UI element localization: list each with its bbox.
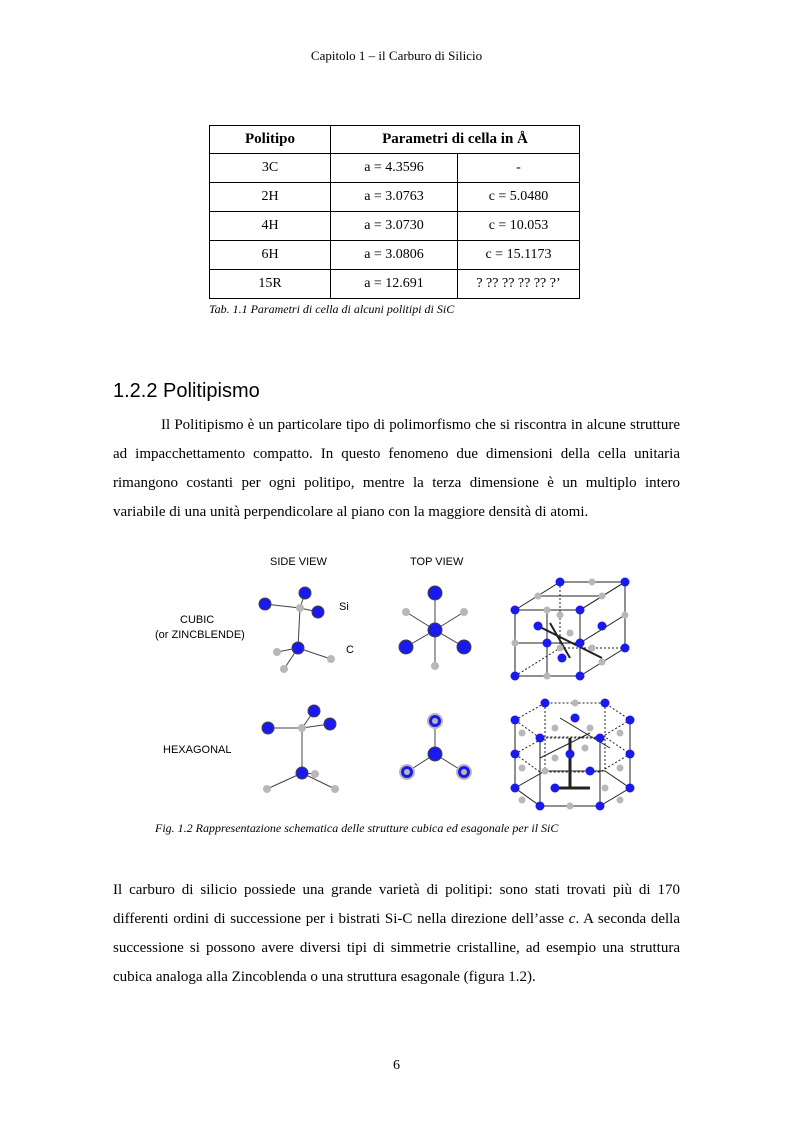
table-cell: c = 5.0480 [458, 183, 580, 212]
hexagonal-top-view [400, 714, 471, 779]
section-title: 1.2.2 Politipismo [113, 380, 260, 402]
table-cell: ? ?? ?? ?? ?? ?’ [458, 270, 580, 299]
table-row [210, 154, 580, 183]
table-cell: 2H [210, 183, 331, 212]
si-label: Si [339, 601, 349, 613]
paragraph-text [113, 876, 680, 992]
page-number: 6 [393, 1058, 400, 1073]
paragraph-text-part: Il carburo di silicio possiede una grande varietà di politipi: sono stati trovati più di 170 differenti ordini di successione per i bistrati Si-C nella direzione dell’asse [113, 882, 680, 927]
table-row [210, 270, 580, 299]
table-cell: 3C [210, 154, 331, 183]
table-cell: c = 10.053 [458, 212, 580, 241]
c-label: C [346, 644, 354, 656]
table-cell: a = 12.691 [331, 270, 458, 299]
cubic-label: CUBIC [180, 614, 215, 626]
table-caption: Tab. 1.1 Parametri di cella di alcuni politipi di SiC [209, 302, 455, 316]
hexagonal-label: HEXAGONAL [163, 744, 232, 756]
side-view-label: SIDE VIEW [270, 556, 327, 568]
hexagonal-side-view [262, 705, 339, 793]
table-row [210, 212, 580, 241]
table-header-parametri: Parametri di cella in Å [331, 126, 580, 154]
zincblende-label: (or ZINCBLENDE) [155, 629, 245, 641]
figure-caption: Fig. 1.2 Rappresentazione schematica delle strutture cubica ed esagonale per il SiC [155, 821, 559, 835]
table-cell: 6H [210, 241, 331, 270]
table-header-politipo: Politipo [210, 126, 331, 154]
table-row [210, 183, 580, 212]
table-cell: - [458, 154, 580, 183]
paragraph-text: Il Politipismo è un particolare tipo di polimorfismo che si riscontra in alcune strutture ad impacchettamento compatto. In questo fenomeno due dimensioni della cella unitaria rimangono costanti per ogni politipo, mentre la terza dimensione è un multiplo intero variabile di una unità perpendicolare al piano con la maggiore densità di atomi. [113, 417, 680, 520]
paragraph-politipismo [113, 411, 680, 527]
paragraph-text-part: . A seconda della successione si possono avere diversi tipi di simmetrie cristalline, ad esempio una struttura cubica analoga alla Zincoblenda o una struttura esagonale (figura 1.2). [113, 911, 681, 985]
table-cell: 4H [210, 212, 331, 241]
cubic-lattice-icon [511, 578, 630, 681]
axis-c-label: c [568, 911, 576, 927]
table-header-row [210, 126, 580, 154]
sic-structure-figure [150, 548, 640, 818]
hexagonal-lattice-icon [511, 699, 635, 811]
table-row [210, 241, 580, 270]
cell-parameters-table [209, 125, 580, 299]
paragraph-varieta-politipi [113, 876, 680, 992]
table-cell: a = 3.0806 [331, 241, 458, 270]
table-cell: 15R [210, 270, 331, 299]
cubic-top-view [399, 586, 471, 670]
page-header: Capitolo 1 – il Carburo di Silicio [310, 48, 483, 63]
table-cell: a = 4.3596 [331, 154, 458, 183]
top-view-label: TOP VIEW [410, 556, 464, 568]
table-cell: a = 3.0763 [331, 183, 458, 212]
table-cell: a = 3.0730 [331, 212, 458, 241]
table-cell: c = 15.1173 [458, 241, 580, 270]
cubic-side-view [259, 587, 335, 673]
